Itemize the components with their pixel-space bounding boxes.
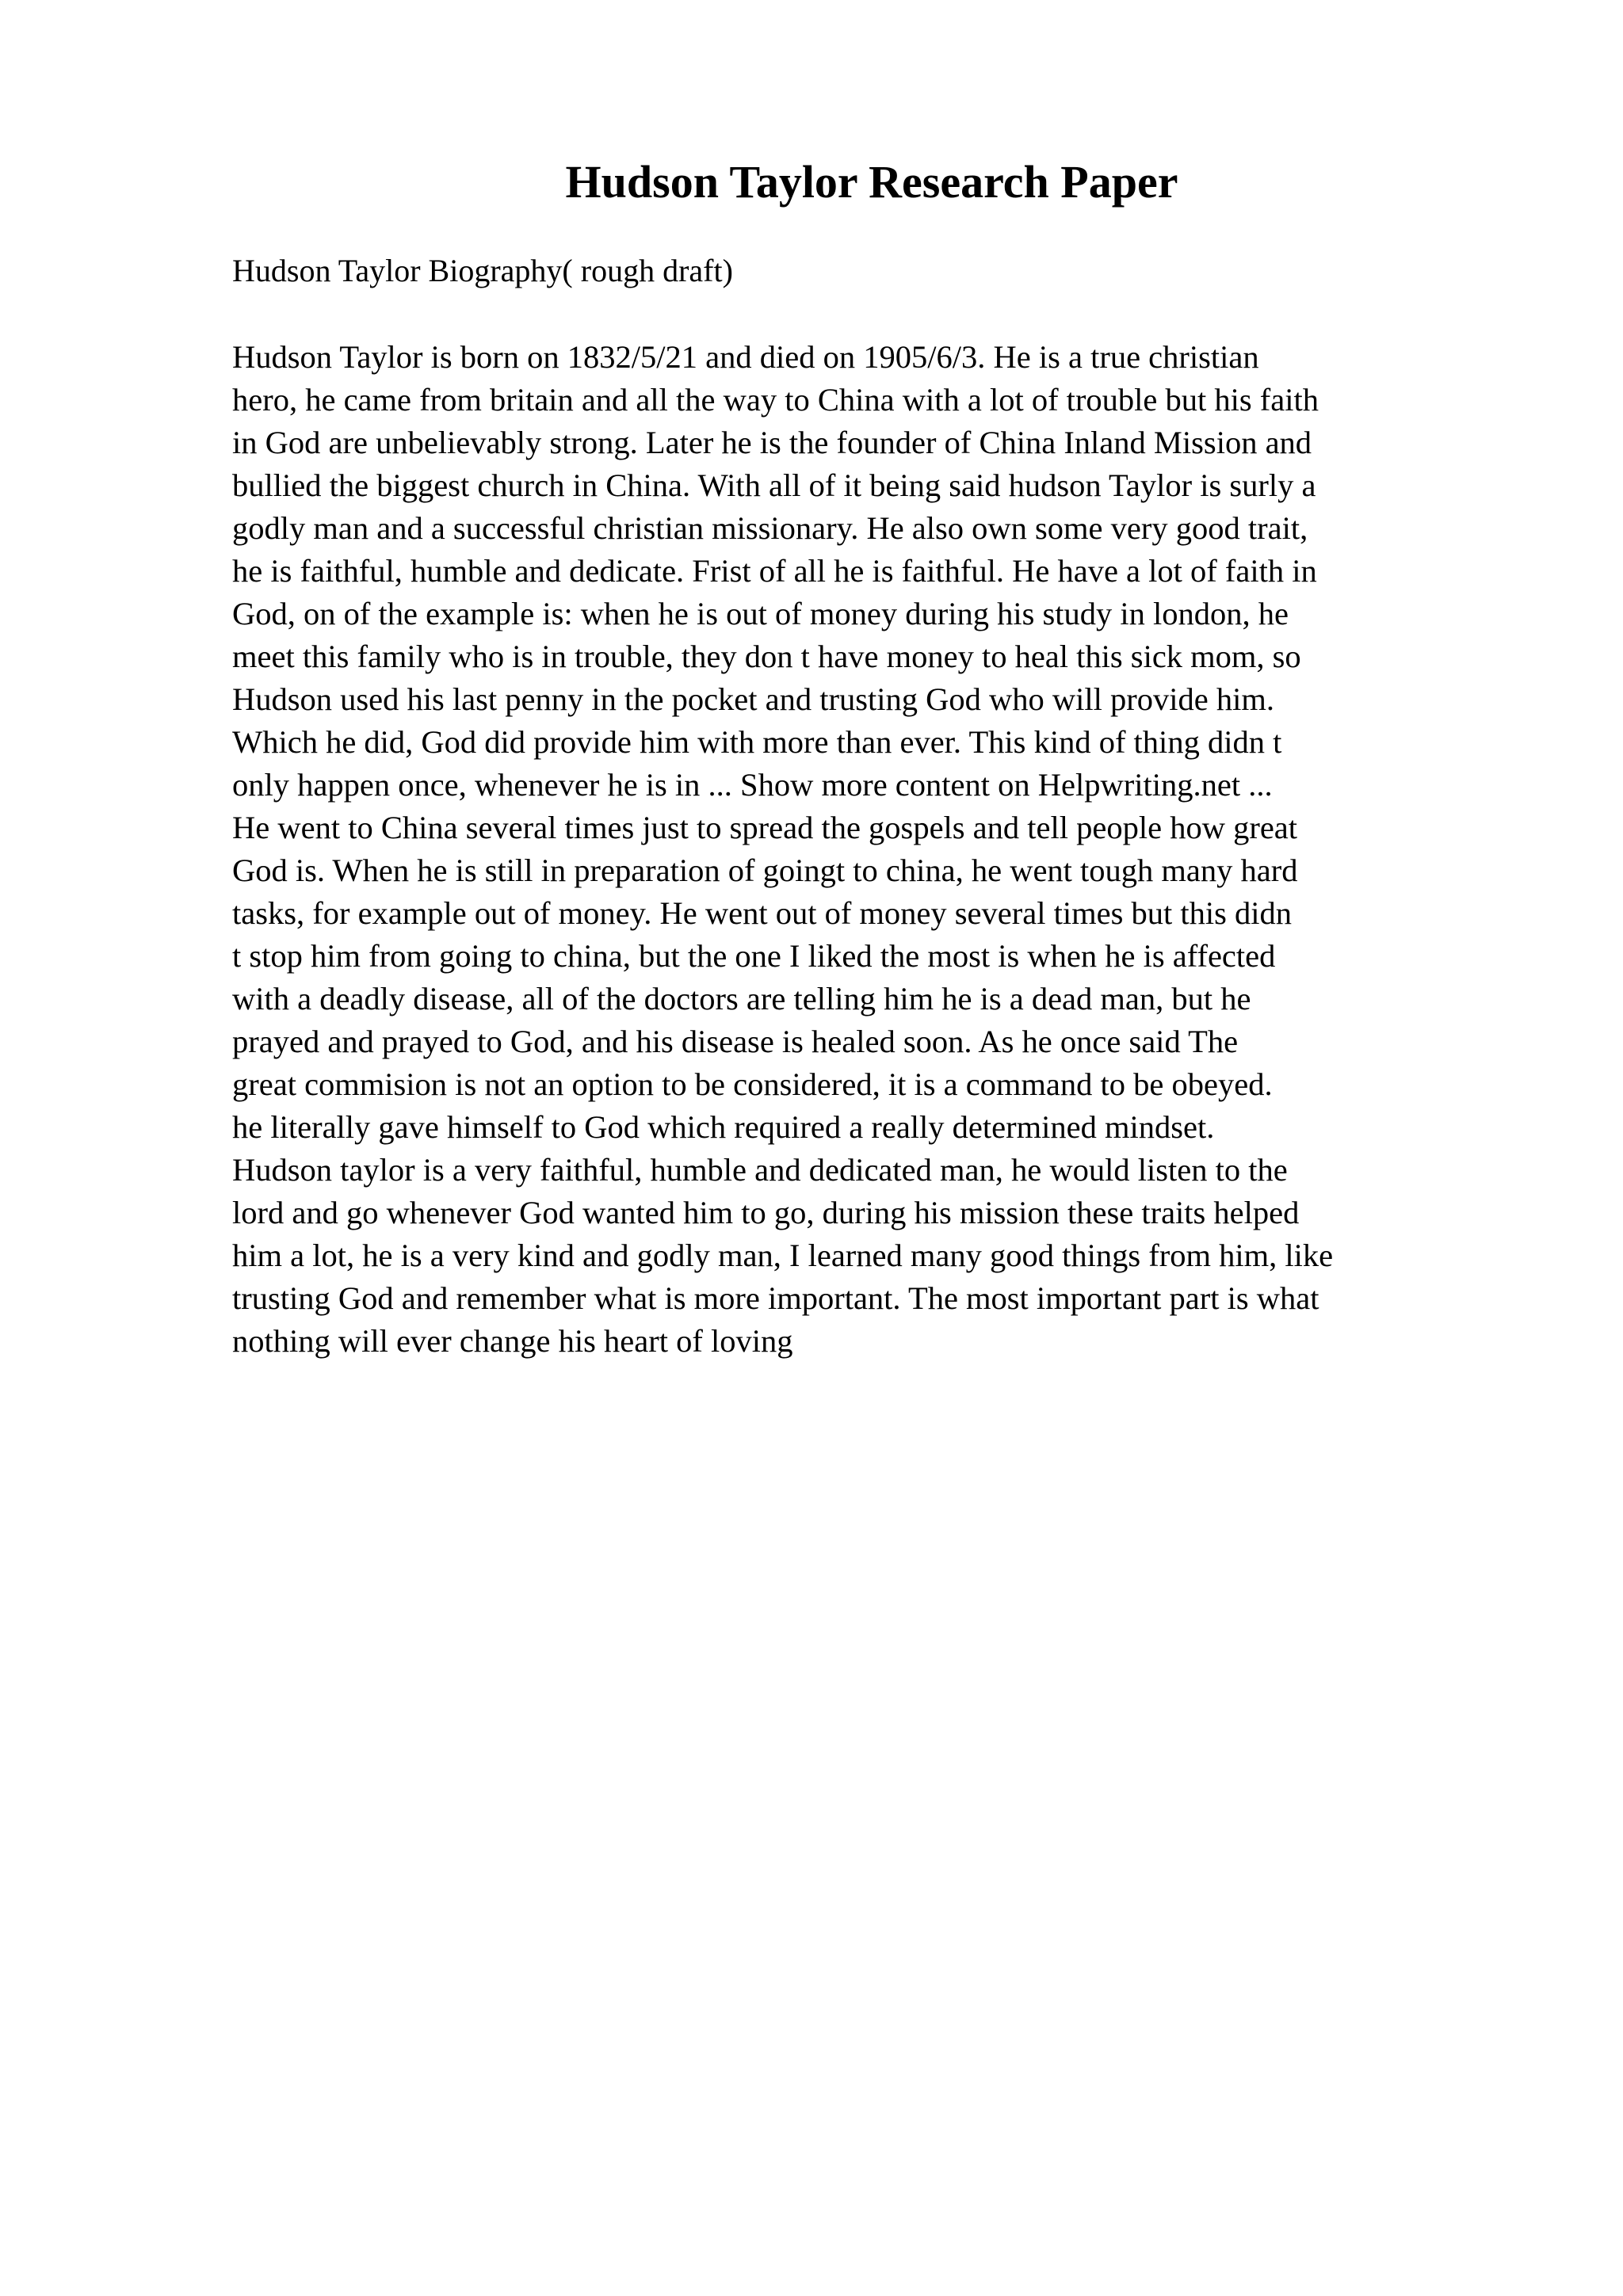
body-text-line: godly man and a successful christian missionary. He also own some very good trait, bbox=[232, 510, 1308, 546]
body-text-line: Which he did, God did provide him with more than ever. This kind of thing didn t bbox=[232, 724, 1282, 760]
body-text-line: Hudson Taylor is born on 1832/5/21 and died on 1905/6/3. He is a true christian bbox=[232, 339, 1259, 375]
body-text-line: hero, he came from britain and all the way to China with a lot of trouble but his faith bbox=[232, 382, 1319, 418]
body-text-line: only happen once, whenever he is in ... Show more content on Helpwriting.net ... bbox=[232, 767, 1273, 803]
body-text-line: bullied the biggest church in China. With all of it being said hudson Taylor is surly a bbox=[232, 467, 1316, 503]
body-text-line: God is. When he is still in preparation of goingt to china, he went tough many hard bbox=[232, 852, 1298, 888]
body-text-line: great commision is not an option to be considered, it is a command to be obeyed. bbox=[232, 1066, 1273, 1102]
body-text-line: in God are unbelievably strong. Later he is the founder of China Inland Mission and bbox=[232, 425, 1312, 460]
body-text-line: him a lot, he is a very kind and godly man, I learned many good things from him, like bbox=[232, 1238, 1334, 1273]
document-title: Hudson Taylor Research Paper bbox=[565, 156, 1178, 208]
body-text-line: meet this family who is in trouble, they don t have money to heal this sick mom, so bbox=[232, 639, 1301, 674]
body-text-line: trusting God and remember what is more important. The most important part is what bbox=[232, 1280, 1319, 1316]
body-text-line: t stop him from going to china, but the one I liked the most is when he is affected bbox=[232, 938, 1276, 974]
body-text-line: God, on of the example is: when he is out of money during his study in london, he bbox=[232, 596, 1289, 631]
body-text-line: with a deadly disease, all of the doctors are telling him he is a dead man, but he bbox=[232, 981, 1251, 1016]
document-body bbox=[232, 336, 1611, 1363]
body-text-line: Hudson taylor is a very faithful, humble and dedicated man, he would listen to the bbox=[232, 1152, 1288, 1188]
body-text-line: prayed and prayed to God, and his disease is healed soon. As he once said The bbox=[232, 1024, 1239, 1059]
body-text-line: nothing will ever change his heart of loving bbox=[232, 1323, 793, 1359]
body-text-line: Hudson used his last penny in the pocket and trusting God who will provide him. bbox=[232, 681, 1274, 717]
body-text-line: He went to China several times just to spread the gospels and tell people how great bbox=[232, 810, 1298, 845]
document-subtitle: Hudson Taylor Biography( rough draft) bbox=[232, 253, 733, 288]
body-text-line: he is faithful, humble and dedicate. Frist of all he is faithful. He have a lot of faith in bbox=[232, 553, 1317, 589]
body-text-line: lord and go whenever God wanted him to go, during his mission these traits helped bbox=[232, 1195, 1300, 1230]
body-text-line: he literally gave himself to God which required a really determined mindset. bbox=[232, 1109, 1215, 1145]
body-text-line: tasks, for example out of money. He went out of money several times but this didn bbox=[232, 895, 1292, 931]
